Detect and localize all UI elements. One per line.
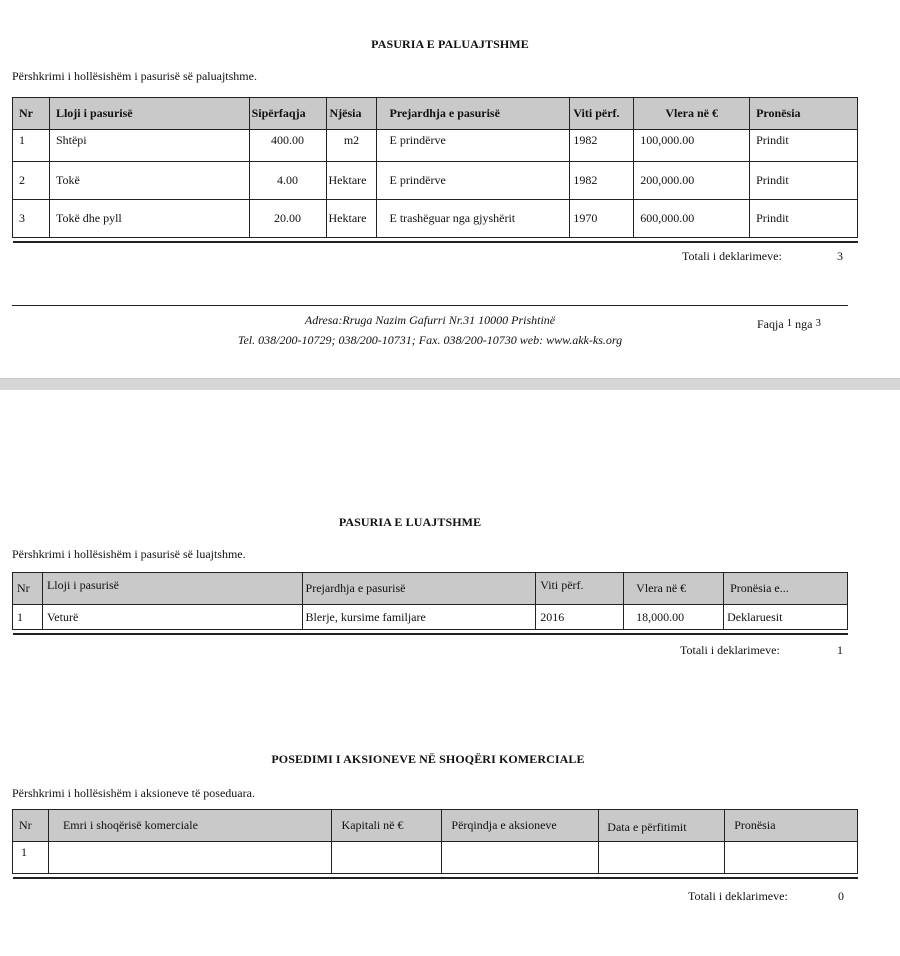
table-bottom-rule	[13, 874, 858, 878]
table-header-row	[13, 573, 848, 605]
shares-description: Përshkrimi i hollësishëm i aksioneve të poseduara.	[12, 786, 255, 800]
movable-table	[12, 572, 848, 635]
total-value: 0	[838, 889, 844, 903]
page-2	[0, 390, 900, 956]
cell-vlera: 100,000.00	[634, 130, 750, 162]
cell-prejardhja: E prindërve	[377, 130, 570, 162]
page-number: 1	[786, 317, 793, 329]
page-1	[0, 0, 900, 378]
cell-pronesia	[725, 842, 858, 874]
table-bottom-rule	[13, 630, 848, 634]
cell-siperfaqja: 20.00	[249, 200, 326, 238]
col-siperfaqja: Sipërfaqja	[249, 98, 326, 130]
table-row	[13, 605, 848, 630]
page-of-label: nga	[795, 317, 813, 331]
col-lloji: Lloji i pasurisë	[49, 98, 249, 130]
cell-njesia: m2	[326, 130, 377, 162]
cell-nr: 1	[13, 130, 50, 162]
total-label: Totali i deklarimeve:	[682, 249, 782, 263]
cell-viti: 2016	[536, 605, 624, 630]
col-vlera: Vlera në €	[624, 573, 724, 605]
immovable-title: PASURIA E PALUAJTSHME	[371, 37, 529, 51]
page-total: 3	[815, 317, 821, 329]
col-njesia: Njësia	[326, 98, 377, 130]
col-lloji: Lloji i pasurisë	[42, 573, 302, 605]
cell-pronesia: Prindit	[750, 162, 858, 200]
col-pronesia: Pronësia e...	[724, 573, 848, 605]
col-perqindja: Përqindja e aksioneve	[442, 810, 599, 842]
total-label: Totali i deklarimeve:	[680, 643, 780, 657]
movable-title: PASURIA E LUAJTSHME	[338, 515, 482, 529]
cell-lloji: Veturë	[42, 605, 302, 630]
cell-perqindja	[442, 842, 599, 874]
cell-siperfaqja: 400.00	[249, 130, 326, 162]
cell-nr: 1	[13, 605, 43, 630]
footer-contact: Tel. 038/200-10729; 038/200-10731; Fax. 038/200-10730 web: www.akk-ks.org	[237, 333, 623, 347]
cell-pronesia: Deklaruesit	[724, 605, 848, 630]
table-row	[13, 842, 858, 874]
page-counter	[757, 317, 821, 332]
table-row	[13, 162, 858, 200]
cell-prejardhja: E trashëguar nga gjyshërit	[377, 200, 570, 238]
immovable-description: Përshkrimi i hollësishëm i pasurisë së paluajtshme.	[12, 69, 257, 83]
col-prejardhja: Prejardhja e pasurisë	[302, 573, 536, 605]
col-nr: Nr	[13, 573, 43, 605]
col-nr: Nr	[13, 98, 50, 130]
cell-njesia: Hektare	[326, 162, 377, 200]
col-viti: Viti përf.	[536, 573, 624, 605]
cell-viti: 1982	[570, 162, 634, 200]
cell-lloji: Tokë	[49, 162, 249, 200]
col-vlera: Vlera në €	[634, 98, 750, 130]
cell-lloji: Tokë dhe pyll	[49, 200, 249, 238]
cell-vlera: 600,000.00	[634, 200, 750, 238]
table-header-row	[13, 98, 858, 130]
col-pronesia: Pronësia	[725, 810, 858, 842]
cell-vlera: 18,000.00	[624, 605, 724, 630]
shares-table	[12, 809, 858, 879]
col-emri: Emri i shoqërisë komerciale	[48, 810, 331, 842]
immovable-table	[12, 97, 858, 243]
col-prejardhja: Prejardhja e pasurisë	[377, 98, 570, 130]
cell-emri	[48, 842, 331, 874]
col-viti: Viti përf.	[570, 98, 634, 130]
page-label: Faqja	[757, 317, 784, 331]
table-bottom-rule	[13, 238, 858, 242]
total-value: 1	[837, 643, 843, 657]
page-separator	[0, 378, 900, 390]
col-nr: Nr	[13, 810, 49, 842]
cell-vlera: 200,000.00	[634, 162, 750, 200]
footer-divider	[12, 305, 848, 306]
table-row	[13, 200, 858, 238]
cell-lloji: Shtëpi	[49, 130, 249, 162]
cell-kapitali	[331, 842, 442, 874]
cell-viti: 1970	[570, 200, 634, 238]
movable-description: Përshkrimi i hollësishëm i pasurisë së luajtshme.	[12, 547, 246, 561]
total-label: Totali i deklarimeve:	[688, 889, 788, 903]
cell-prejardhja: Blerje, kursime familjare	[302, 605, 536, 630]
col-kapitali: Kapitali në €	[331, 810, 442, 842]
col-pronesia: Pronësia	[750, 98, 858, 130]
cell-viti: 1982	[570, 130, 634, 162]
shares-title: POSEDIMI I AKSIONEVE NË SHOQËRI KOMERCIALE	[271, 752, 585, 766]
cell-njesia: Hektare	[326, 200, 377, 238]
cell-prejardhja: E prindërve	[377, 162, 570, 200]
movable-total	[680, 643, 843, 658]
col-data: Data e përfitimit	[599, 810, 725, 842]
cell-pronesia: Prindit	[750, 130, 858, 162]
cell-nr: 3	[13, 200, 50, 238]
cell-nr: 1	[13, 842, 49, 874]
cell-siperfaqja: 4.00	[249, 162, 326, 200]
table-row	[13, 130, 858, 162]
cell-nr: 2	[13, 162, 50, 200]
immovable-total	[682, 249, 843, 264]
footer-address: Adresa:Rruga Nazim Gafurri Nr.31 10000 Prishtinë	[304, 313, 556, 327]
table-header-row	[13, 810, 858, 842]
total-value: 3	[837, 249, 843, 263]
cell-pronesia: Prindit	[750, 200, 858, 238]
shares-total	[688, 889, 844, 904]
cell-data	[599, 842, 725, 874]
